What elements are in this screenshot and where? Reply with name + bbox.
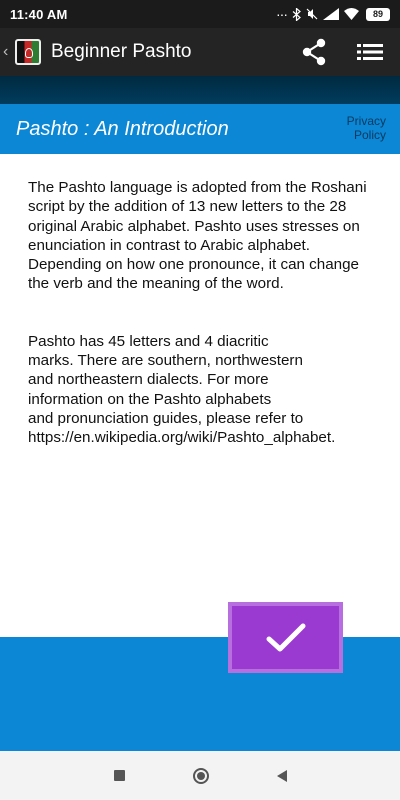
paragraph-line: Pashto has 45 letters and 4 diacritic (28, 332, 269, 350)
notification-dots: ··· (276, 6, 287, 22)
privacy-policy-label-line1: Privacy (346, 114, 386, 128)
app-bar (0, 28, 400, 76)
page-header (0, 104, 400, 154)
back-chevron-icon[interactable]: ‹ (3, 43, 9, 60)
app-logo (15, 39, 41, 65)
paragraph-line: marks. There are southern, northwestern (28, 352, 303, 370)
status-time: 11:40 AM (10, 6, 68, 22)
page-title: Pashto : An Introduction (16, 117, 229, 140)
status-bar (0, 0, 400, 28)
checkmark-icon (266, 623, 306, 653)
signal-icon (323, 8, 339, 20)
privacy-policy-link[interactable] (338, 114, 386, 142)
battery-icon: 89 (366, 8, 390, 21)
bluetooth-icon (292, 8, 301, 21)
banner-strip (0, 76, 400, 104)
privacy-policy-label-line2: Policy (353, 128, 386, 142)
list-menu-icon (357, 42, 383, 62)
back-icon[interactable] (277, 770, 287, 782)
home-icon[interactable] (193, 768, 209, 784)
intro-content (28, 178, 378, 448)
confirm-button[interactable] (228, 602, 343, 673)
menu-button[interactable] (356, 38, 384, 66)
intro-paragraph-2 (28, 332, 378, 448)
recent-apps-icon[interactable] (114, 770, 125, 781)
wifi-icon (344, 8, 359, 20)
app-title: Beginner Pashto (51, 41, 192, 62)
intro-paragraph-1: The Pashto language is adopted from the Roshani script by the addition of 13 new letters to the 28 original Arabic alphabet. Pashto uses stresses on enunciation in contrast to Arabic alphabet. Depending on how one pronounce, it can change the verb and the meaning of the word. (28, 179, 367, 293)
wikipedia-link[interactable]: https://en.wikipedia.org/wiki/Pashto_alphabet. (28, 429, 336, 447)
silent-icon (306, 8, 318, 20)
app-actions (300, 38, 384, 66)
status-indicators (276, 6, 390, 22)
paragraph-line: information on the Pashto alphabets (28, 390, 272, 408)
paragraph-line: and northeastern dialects. For more (28, 371, 269, 389)
share-button[interactable] (300, 38, 328, 66)
paragraph-line: and pronunciation guides, please refer to (28, 409, 304, 427)
system-nav-bar (0, 751, 400, 800)
share-icon (301, 38, 327, 66)
